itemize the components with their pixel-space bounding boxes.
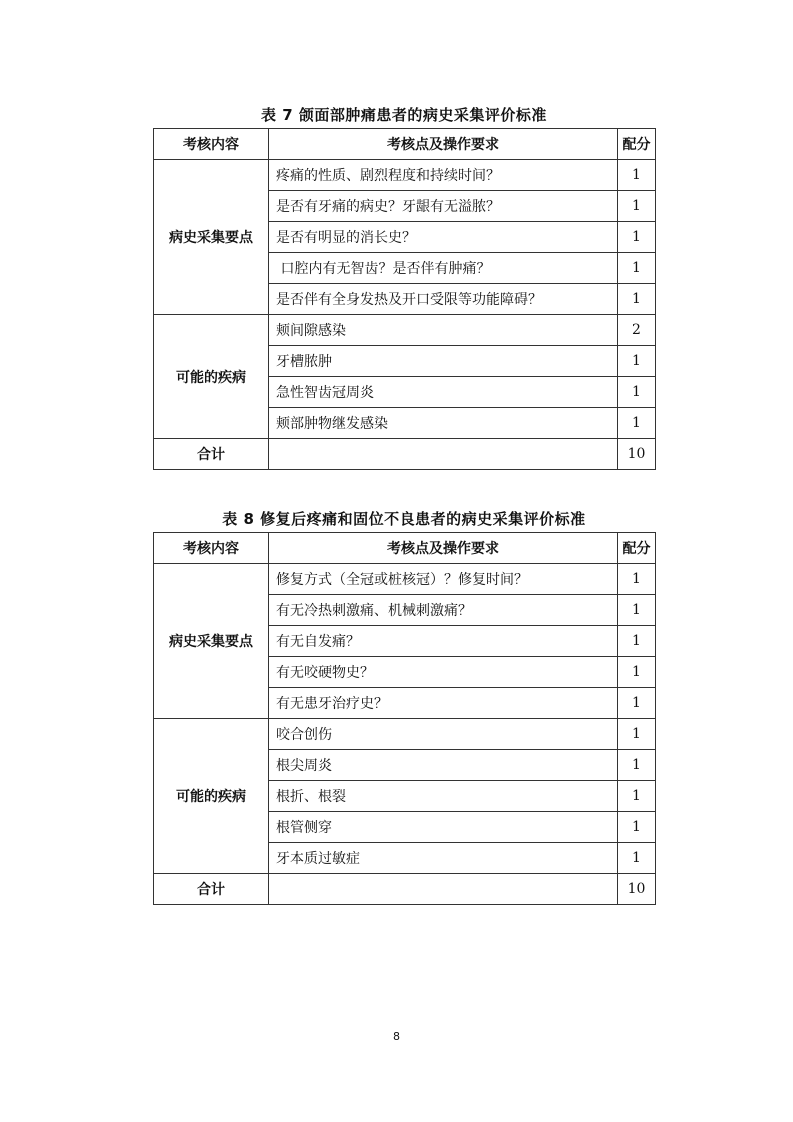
item-text: 是否有牙痛的病史？牙龈有无溢脓？ xyxy=(269,191,618,222)
item-text: 修复方式（全冠或桩核冠）？修复时间？ xyxy=(269,564,618,595)
item-text: 是否伴有全身发热及开口受限等功能障碍？ xyxy=(269,284,618,315)
total-row xyxy=(154,439,656,470)
total-score: 10 xyxy=(618,439,656,470)
item-score: 2 xyxy=(618,315,656,346)
item-text: 有无咬硬物史？ xyxy=(269,657,618,688)
item-score: 1 xyxy=(618,377,656,408)
item-score: 1 xyxy=(618,719,656,750)
group-label: 病史采集要点 xyxy=(154,160,269,315)
item-text: 根管侧穿 xyxy=(269,812,618,843)
total-score: 10 xyxy=(618,874,656,905)
header-score: 配分 xyxy=(618,533,656,564)
item-text: 根尖周炎 xyxy=(269,750,618,781)
item-text: 急性智齿冠周炎 xyxy=(269,377,618,408)
item-score: 1 xyxy=(618,222,656,253)
table-8 xyxy=(153,532,656,905)
header-requirement: 考核点及操作要求 xyxy=(269,533,618,564)
item-score: 1 xyxy=(618,564,656,595)
item-text: 有无冷热刺激痛、机械刺激痛？ xyxy=(269,595,618,626)
item-text: 口腔内有无智齿？是否伴有肿痛？ xyxy=(269,253,618,284)
item-score: 1 xyxy=(618,812,656,843)
item-text: 是否有明显的消长史？ xyxy=(269,222,618,253)
item-score: 1 xyxy=(618,626,656,657)
header-content: 考核内容 xyxy=(154,533,269,564)
total-value xyxy=(269,874,618,905)
item-text: 咬合创伤 xyxy=(269,719,618,750)
item-text: 牙本质过敏症 xyxy=(269,843,618,874)
total-value xyxy=(269,439,618,470)
group-label: 病史采集要点 xyxy=(154,564,269,719)
header-score: 配分 xyxy=(618,129,656,160)
item-score: 1 xyxy=(618,191,656,222)
header-row xyxy=(154,533,656,564)
header-row xyxy=(154,129,656,160)
item-text: 疼痛的性质、剧烈程度和持续时间？ xyxy=(269,160,618,191)
item-score: 1 xyxy=(618,253,656,284)
table-row xyxy=(154,719,656,750)
page-number: 8 xyxy=(393,1030,400,1043)
item-text: 根折、根裂 xyxy=(269,781,618,812)
item-score: 1 xyxy=(618,346,656,377)
item-score: 1 xyxy=(618,160,656,191)
group-label: 可能的疾病 xyxy=(154,719,269,874)
item-score: 1 xyxy=(618,657,656,688)
item-text: 有无自发痛？ xyxy=(269,626,618,657)
item-score: 1 xyxy=(618,688,656,719)
table-row xyxy=(154,160,656,191)
item-text: 颊间隙感染 xyxy=(269,315,618,346)
total-row xyxy=(154,874,656,905)
header-requirement: 考核点及操作要求 xyxy=(269,129,618,160)
table-caption: 表 8 修复后疼痛和固位不良患者的病史采集评价标准 xyxy=(222,510,586,528)
item-score: 1 xyxy=(618,781,656,812)
total-label: 合计 xyxy=(154,439,269,470)
group-label: 可能的疾病 xyxy=(154,315,269,439)
item-score: 1 xyxy=(618,595,656,626)
table-row xyxy=(154,564,656,595)
item-score: 1 xyxy=(618,408,656,439)
table-7 xyxy=(153,128,656,470)
item-score: 1 xyxy=(618,750,656,781)
total-label: 合计 xyxy=(154,874,269,905)
item-text: 颊部肿物继发感染 xyxy=(269,408,618,439)
item-text: 牙槽脓肿 xyxy=(269,346,618,377)
header-content: 考核内容 xyxy=(154,129,269,160)
item-text: 有无患牙治疗史？ xyxy=(269,688,618,719)
item-score: 1 xyxy=(618,843,656,874)
table-row xyxy=(154,315,656,346)
item-score: 1 xyxy=(618,284,656,315)
table-caption: 表 7 颌面部肿痛患者的病史采集评价标准 xyxy=(261,106,547,124)
